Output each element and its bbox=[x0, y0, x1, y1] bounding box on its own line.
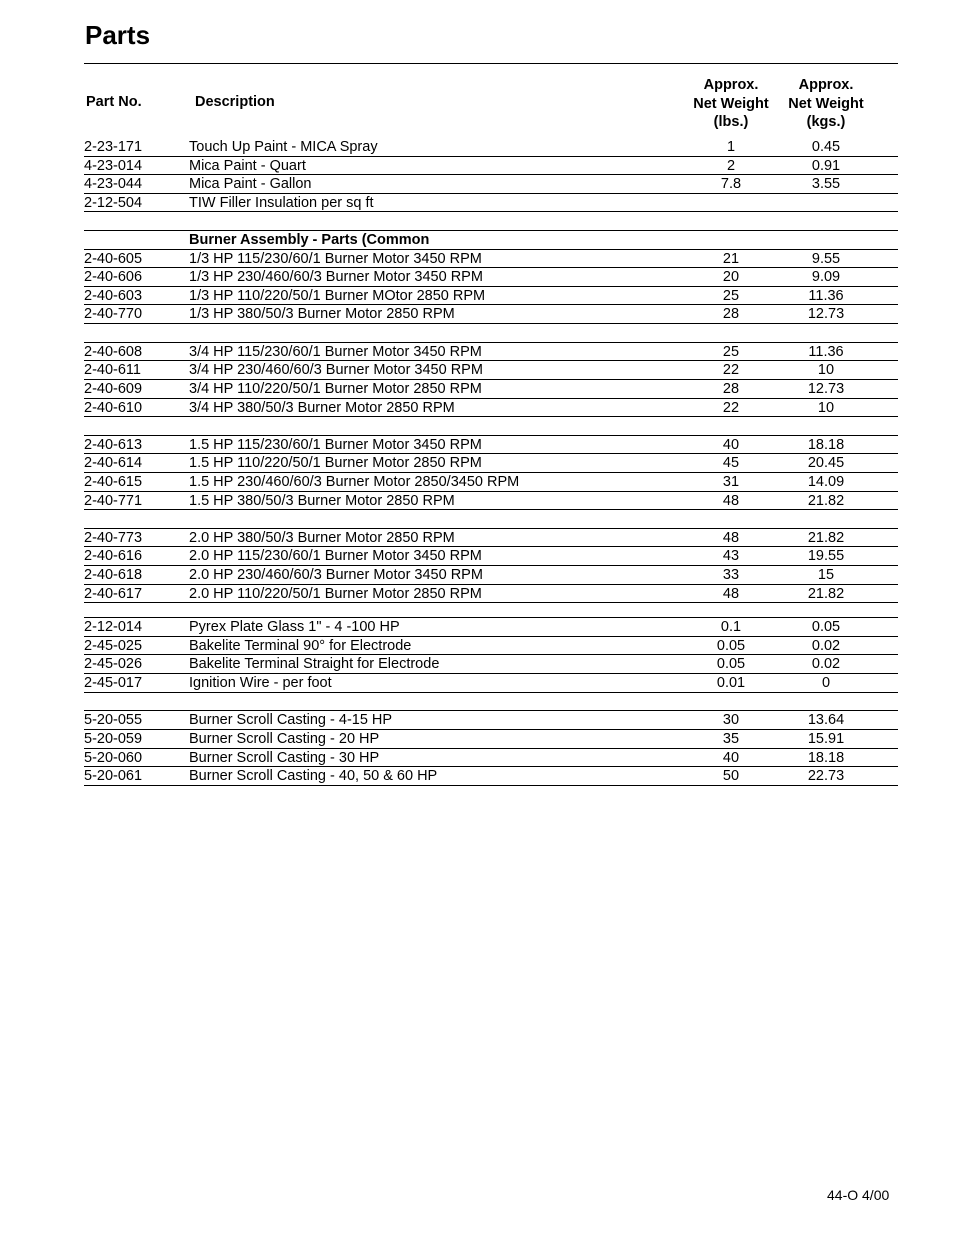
header-weight-kgs bbox=[779, 76, 873, 132]
weight-kgs-cell: 11.36 bbox=[808, 343, 844, 360]
description-cell: 1/3 HP 380/50/3 Burner Motor 2850 RPM bbox=[189, 306, 455, 323]
title-divider bbox=[84, 63, 898, 64]
weight-lbs-cell: 0.01 bbox=[716, 675, 746, 692]
weight-lbs-cell: 1 bbox=[726, 139, 736, 155]
spacer-row bbox=[84, 212, 898, 231]
header-weight-lbs-line: Net Weight bbox=[693, 95, 769, 112]
spacer-row bbox=[84, 603, 898, 618]
description-cell: 2.0 HP 230/460/60/3 Burner Motor 3450 RPM bbox=[189, 567, 483, 584]
description-cell: Touch Up Paint - MICA Spray bbox=[189, 139, 378, 155]
weight-kgs-cell: 3.55 bbox=[811, 176, 841, 193]
description-cell: 1.5 HP 110/220/50/1 Burner Motor 2850 RPM bbox=[189, 455, 482, 472]
weight-kgs-cell: 0.91 bbox=[811, 157, 841, 174]
weight-lbs-cell: 35 bbox=[722, 730, 740, 747]
weight-lbs-cell: 48 bbox=[722, 529, 740, 546]
table-row bbox=[84, 749, 898, 768]
weight-lbs-cell: 21 bbox=[722, 250, 740, 267]
parts-table bbox=[84, 138, 898, 786]
weight-kgs-cell: 10 bbox=[817, 399, 835, 416]
table-row bbox=[84, 157, 898, 176]
weight-kgs-cell: 12.73 bbox=[807, 380, 845, 397]
table-row bbox=[84, 730, 898, 749]
description-cell: Burner Scroll Casting - 40, 50 & 60 HP bbox=[189, 768, 438, 785]
weight-lbs-cell: 7.8 bbox=[720, 176, 742, 193]
description-cell: 2.0 HP 115/230/60/1 Burner Motor 3450 RPM bbox=[189, 548, 482, 565]
weight-lbs-cell: 40 bbox=[722, 436, 740, 453]
header-weight-lbs-line: Approx. bbox=[703, 77, 759, 93]
table-row bbox=[84, 473, 898, 492]
table-row bbox=[84, 618, 898, 637]
weight-lbs-cell: 25 bbox=[722, 343, 740, 360]
weight-lbs-cell: 45 bbox=[722, 455, 740, 472]
part-number-cell: 2-40-773 bbox=[84, 529, 143, 546]
weight-kgs-cell: 13.64 bbox=[807, 712, 845, 729]
table-row bbox=[84, 767, 898, 786]
weight-kgs-cell: 12.73 bbox=[807, 306, 845, 323]
part-number-cell: 2-12-504 bbox=[84, 194, 143, 211]
weight-kgs-cell: 20.45 bbox=[807, 455, 845, 472]
table-row bbox=[84, 399, 898, 418]
description-cell: 1/3 HP 230/460/60/3 Burner Motor 3450 RPM bbox=[189, 269, 483, 286]
header-weight-kgs-line: Net Weight bbox=[788, 95, 864, 112]
part-number-cell: 2-40-603 bbox=[84, 287, 143, 304]
description-cell: 3/4 HP 380/50/3 Burner Motor 2850 RPM bbox=[189, 399, 455, 416]
part-number-cell: 5-20-055 bbox=[84, 712, 143, 729]
description-cell: Bakelite Terminal 90° for Electrode bbox=[189, 637, 412, 654]
weight-kgs-cell: 0.02 bbox=[811, 656, 841, 673]
weight-kgs-cell: 21.82 bbox=[807, 529, 845, 546]
weight-kgs-cell: 21.82 bbox=[807, 585, 845, 602]
part-number-cell: 2-23-171 bbox=[84, 139, 143, 155]
description-cell: Bakelite Terminal Straight for Electrode bbox=[189, 656, 440, 673]
table-row bbox=[84, 566, 898, 585]
description-cell: 3/4 HP 110/220/50/1 Burner Motor 2850 RPM bbox=[189, 380, 482, 397]
table-row bbox=[84, 138, 898, 157]
description-cell: 2.0 HP 380/50/3 Burner Motor 2850 RPM bbox=[189, 529, 455, 546]
weight-lbs-cell: 40 bbox=[722, 749, 740, 766]
weight-kgs-cell: 15.91 bbox=[807, 730, 845, 747]
part-number-cell: 2-40-605 bbox=[84, 250, 143, 267]
description-cell: Burner Assembly - Parts (Common bbox=[189, 232, 430, 249]
weight-kgs-cell: 9.09 bbox=[811, 269, 841, 286]
table-row bbox=[84, 250, 898, 269]
part-number-cell: 2-40-609 bbox=[84, 380, 143, 397]
part-number-cell: 2-45-026 bbox=[84, 656, 143, 673]
table-row bbox=[84, 547, 898, 566]
description-cell: 1/3 HP 115/230/60/1 Burner Motor 3450 RPM bbox=[189, 250, 482, 267]
weight-lbs-cell: 25 bbox=[722, 287, 740, 304]
weight-kgs-cell: 19.55 bbox=[807, 548, 845, 565]
part-number-cell: 2-40-615 bbox=[84, 473, 143, 490]
part-number-cell: 4-23-014 bbox=[84, 157, 143, 174]
description-cell: 3/4 HP 115/230/60/1 Burner Motor 3450 RPM bbox=[189, 343, 482, 360]
description-cell: TIW Filler Insulation per sq ft bbox=[189, 194, 374, 211]
weight-kgs-cell: 11.36 bbox=[808, 287, 844, 304]
weight-kgs-cell: 10 bbox=[817, 362, 835, 379]
part-number-cell: 5-20-060 bbox=[84, 749, 143, 766]
table-header bbox=[84, 76, 898, 134]
part-number-cell: 2-40-617 bbox=[84, 585, 143, 602]
part-number-cell: 2-45-017 bbox=[84, 675, 143, 692]
part-number-cell: 2-40-611 bbox=[84, 362, 141, 379]
weight-lbs-cell: 0.1 bbox=[720, 619, 742, 636]
table-row bbox=[84, 175, 898, 194]
table-row bbox=[84, 305, 898, 324]
description-cell: 1.5 HP 380/50/3 Burner Motor 2850 RPM bbox=[189, 492, 455, 509]
table-row bbox=[84, 585, 898, 604]
weight-lbs-cell: 33 bbox=[722, 567, 740, 584]
spacer-row bbox=[84, 693, 898, 712]
part-number-cell: 5-20-059 bbox=[84, 730, 143, 747]
part-number-cell: 2-40-618 bbox=[84, 567, 143, 584]
description-cell: 3/4 HP 230/460/60/3 Burner Motor 3450 RPM bbox=[189, 362, 483, 379]
weight-lbs-cell: 20 bbox=[722, 269, 740, 286]
table-row bbox=[84, 361, 898, 380]
part-number-cell: 2-40-606 bbox=[84, 269, 143, 286]
description-cell: 1.5 HP 115/230/60/1 Burner Motor 3450 RPM bbox=[189, 436, 482, 453]
weight-kgs-cell: 21.82 bbox=[807, 492, 845, 509]
weight-kgs-cell: 22.73 bbox=[807, 768, 845, 785]
part-number-cell: 2-40-613 bbox=[84, 436, 143, 453]
weight-lbs-cell: 50 bbox=[722, 768, 740, 785]
description-cell: 1/3 HP 110/220/50/1 Burner MOtor 2850 RPM bbox=[189, 287, 486, 304]
table-row bbox=[84, 287, 898, 306]
table-row bbox=[84, 492, 898, 511]
weight-kgs-cell: 0.02 bbox=[811, 637, 841, 654]
table-row bbox=[84, 380, 898, 399]
weight-kgs-cell: 18.18 bbox=[807, 749, 845, 766]
table-row bbox=[84, 268, 898, 287]
part-number-cell: 4-23-044 bbox=[84, 176, 143, 193]
table-row bbox=[84, 637, 898, 656]
weight-lbs-cell: 22 bbox=[722, 399, 740, 416]
page-footer: 44-O 4/00 bbox=[827, 1187, 890, 1203]
weight-lbs-cell: 43 bbox=[722, 548, 740, 565]
description-cell: 2.0 HP 110/220/50/1 Burner Motor 2850 RPM bbox=[189, 585, 482, 602]
part-number-cell: 2-40-614 bbox=[84, 455, 143, 472]
table-row bbox=[84, 529, 898, 548]
description-cell: Burner Scroll Casting - 20 HP bbox=[189, 730, 380, 747]
weight-kgs-cell: 0 bbox=[821, 675, 831, 692]
spacer-row bbox=[84, 417, 898, 436]
table-row bbox=[84, 454, 898, 473]
table-row bbox=[84, 711, 898, 730]
weight-lbs-cell: 28 bbox=[722, 380, 740, 397]
spacer-row bbox=[84, 510, 898, 529]
weight-kgs-cell: 15 bbox=[817, 567, 835, 584]
weight-lbs-cell: 0.05 bbox=[716, 637, 746, 654]
part-number-cell: 2-45-025 bbox=[84, 637, 143, 654]
part-number-cell: 2-40-770 bbox=[84, 306, 143, 323]
table-row bbox=[84, 343, 898, 362]
weight-kgs-cell: 18.18 bbox=[807, 436, 845, 453]
table-row bbox=[84, 436, 898, 455]
header-weight-kgs-line: (kgs.) bbox=[806, 114, 846, 130]
weight-lbs-cell: 22 bbox=[722, 362, 740, 379]
table-row bbox=[84, 655, 898, 674]
description-cell: 1.5 HP 230/460/60/3 Burner Motor 2850/3450 RPM bbox=[189, 473, 520, 490]
weight-lbs-cell: 0.05 bbox=[716, 656, 746, 673]
part-number-cell: 5-20-061 bbox=[84, 768, 143, 785]
weight-lbs-cell: 2 bbox=[726, 157, 736, 174]
header-weight-lbs-line: (lbs.) bbox=[713, 114, 749, 130]
table-row bbox=[84, 194, 898, 213]
description-cell: Mica Paint - Gallon bbox=[189, 176, 312, 193]
weight-kgs-cell: 0.45 bbox=[811, 139, 841, 155]
description-cell: Burner Scroll Casting - 30 HP bbox=[189, 749, 380, 766]
weight-lbs-cell: 30 bbox=[722, 712, 740, 729]
part-number-cell: 2-12-014 bbox=[84, 619, 143, 636]
weight-lbs-cell: 48 bbox=[722, 585, 740, 602]
page-title: Parts bbox=[85, 20, 151, 50]
spacer-row bbox=[84, 324, 898, 343]
header-weight-kgs-line: Approx. bbox=[798, 77, 854, 93]
description-cell: Burner Scroll Casting - 4-15 HP bbox=[189, 712, 393, 729]
part-number-cell: 2-40-608 bbox=[84, 343, 143, 360]
table-row bbox=[84, 674, 898, 693]
part-number-cell: 2-40-616 bbox=[84, 548, 143, 565]
section-heading-row bbox=[84, 231, 898, 250]
header-description: Description bbox=[195, 94, 275, 110]
part-number-cell: 2-40-610 bbox=[84, 399, 143, 416]
weight-kgs-cell: 0.05 bbox=[811, 619, 841, 636]
weight-lbs-cell: 28 bbox=[722, 306, 740, 323]
part-number-cell: 2-40-771 bbox=[84, 492, 143, 509]
header-weight-lbs bbox=[684, 76, 778, 132]
header-part-no: Part No. bbox=[86, 94, 142, 110]
description-cell: Ignition Wire - per foot bbox=[189, 675, 332, 692]
description-cell: Pyrex Plate Glass 1" - 4 -100 HP bbox=[189, 619, 400, 636]
weight-kgs-cell: 14.09 bbox=[807, 473, 845, 490]
weight-lbs-cell: 31 bbox=[722, 473, 740, 490]
weight-lbs-cell: 48 bbox=[722, 492, 740, 509]
weight-kgs-cell: 9.55 bbox=[811, 250, 841, 267]
description-cell: Mica Paint - Quart bbox=[189, 157, 306, 174]
